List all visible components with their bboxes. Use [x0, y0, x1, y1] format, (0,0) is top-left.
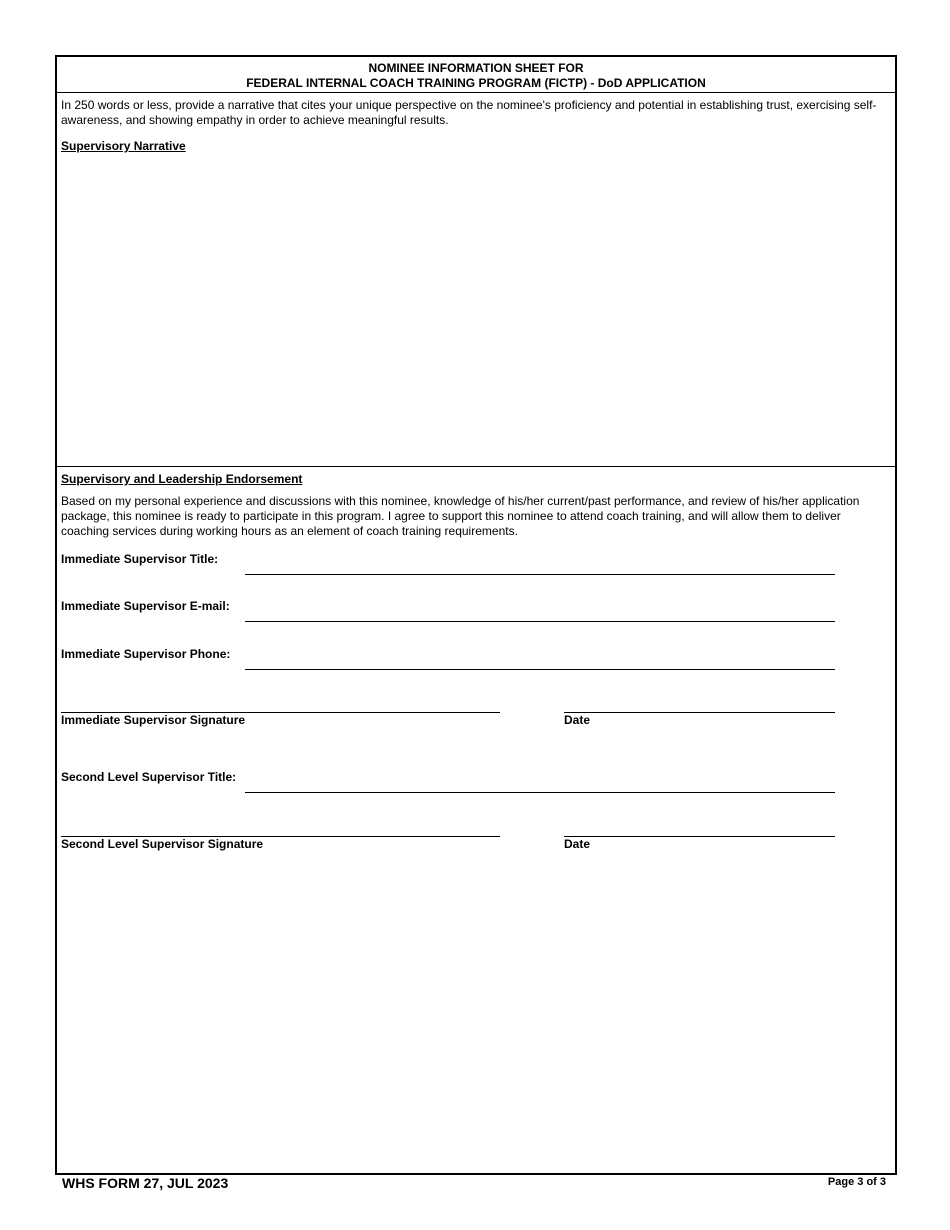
supervisor-email-field[interactable] — [245, 621, 835, 622]
endorsement-statement: Based on my personal experience and discussions with this nominee, knowledge of his/her current/past performance, and review of his/her application package, this nominee is ready to participate in this program. I agree to support this nominee to attend coach training, and will allow them to deliver coaching services during working hours as an element of coach training requirements. — [61, 494, 860, 538]
supervisor-email-label: Immediate Supervisor E-mail: — [61, 599, 230, 613]
form-frame — [55, 55, 897, 1175]
supervisor-title-label: Immediate Supervisor Title: — [61, 552, 219, 566]
supervisor-phone-field[interactable] — [245, 669, 835, 670]
second-supervisor-title-field[interactable] — [245, 792, 835, 793]
supervisory-narrative-field[interactable] — [61, 164, 887, 454]
supervisor-title-field[interactable] — [245, 574, 835, 575]
form-header — [57, 57, 895, 93]
supervisor-signature-label: Immediate Supervisor Signature — [61, 713, 246, 727]
narrative-section — [57, 94, 895, 467]
narrative-heading: Supervisory Narrative — [61, 139, 186, 153]
second-supervisor-title-label: Second Level Supervisor Title: — [61, 770, 237, 784]
page-number: Page 3 of 3 — [827, 1176, 886, 1188]
supervisor-date-label: Date — [564, 713, 591, 727]
second-supervisor-date-label: Date — [564, 837, 591, 851]
supervisor-phone-label: Immediate Supervisor Phone: — [61, 647, 231, 661]
second-supervisor-date-field[interactable] — [564, 836, 835, 837]
form-title-line1: NOMINEE INFORMATION SHEET FOR — [368, 61, 584, 75]
form-identifier: WHS FORM 27, JUL 2023 — [62, 1175, 229, 1191]
form-title-line2: FEDERAL INTERNAL COACH TRAINING PROGRAM (FICTP) - DoD APPLICATION — [246, 75, 706, 90]
second-supervisor-signature-label: Second Level Supervisor Signature — [61, 837, 264, 851]
narrative-prompt: In 250 words or less, provide a narrative that cites your unique perspective on the nominee's proficiency and potential in establishing trust, exercising self-awareness, and showing empathy in order to achieve meaningful results. — [61, 98, 877, 127]
supervisor-date-field[interactable] — [564, 712, 835, 713]
endorsement-heading: Supervisory and Leadership Endorsement — [61, 472, 303, 486]
